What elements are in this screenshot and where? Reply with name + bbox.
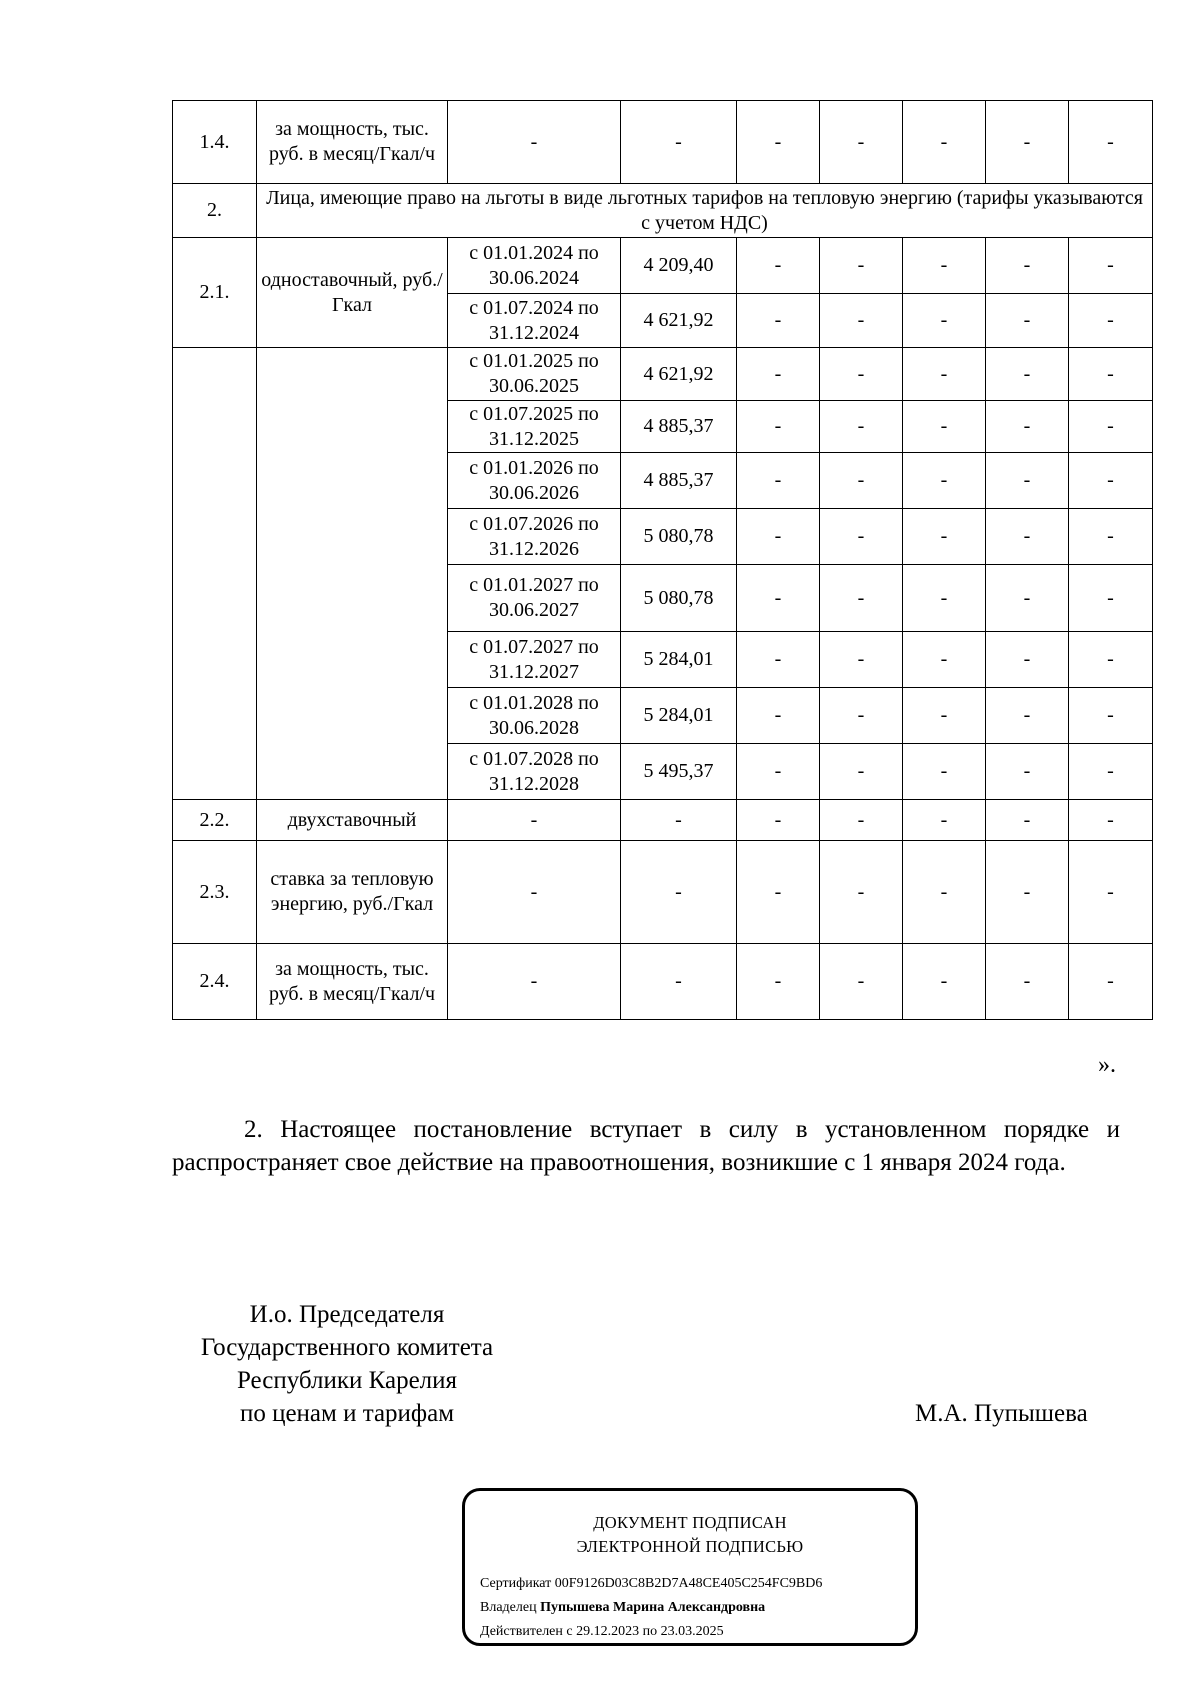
stamp-valid-label: Действителен xyxy=(480,1624,563,1639)
dash-cell: - xyxy=(621,944,737,1020)
dash-cell: - xyxy=(820,238,903,294)
dash-cell: - xyxy=(1069,101,1153,184)
closing-quote: ». xyxy=(1098,1052,1116,1078)
row-label: одноставочный, руб./Гкал xyxy=(257,238,448,348)
stamp-valid-from: 29.12.2023 xyxy=(576,1624,640,1639)
empty-cell xyxy=(257,348,448,800)
dash-cell: - xyxy=(448,944,621,1020)
dash-cell: - xyxy=(737,565,820,632)
row-number: 1.4. xyxy=(173,101,257,184)
row-label: ставка за тепловую энергию, руб./Гкал xyxy=(257,841,448,944)
stamp-heading xyxy=(465,1511,915,1559)
row-number: 2. xyxy=(173,184,257,238)
dash-cell: - xyxy=(1069,453,1153,509)
stamp-owner-label: Владелец xyxy=(480,1600,537,1615)
tariff-value-cell: 4 621,92 xyxy=(621,294,737,348)
table-row xyxy=(173,101,1153,184)
tariff-value-cell: 5 284,01 xyxy=(621,632,737,688)
dash-cell: - xyxy=(820,632,903,688)
dash-cell: - xyxy=(903,294,986,348)
table-row xyxy=(173,841,1153,944)
row-label: за мощность, тыс. руб. в месяц/Гкал/ч xyxy=(257,944,448,1020)
stamp-certificate-label: Сертификат xyxy=(480,1576,552,1591)
dash-cell: - xyxy=(986,453,1069,509)
dash-cell: - xyxy=(986,944,1069,1020)
signatory-title-line: по ценам и тарифам xyxy=(239,1400,455,1427)
table-row xyxy=(173,348,1153,401)
stamp-owner-value: Пупышева Марина Александровна xyxy=(540,1600,766,1615)
dash-cell: - xyxy=(737,101,820,184)
dash-cell: - xyxy=(903,238,986,294)
dash-cell: - xyxy=(903,348,986,401)
row-number: 2.2. xyxy=(173,800,257,841)
dash-cell: - xyxy=(1069,688,1153,744)
dash-cell: - xyxy=(737,632,820,688)
dash-cell: - xyxy=(820,841,903,944)
row-number: 2.1. xyxy=(173,238,257,348)
period-cell: с 01.07.2028 по 31.12.2028 xyxy=(448,744,621,800)
tariff-value-cell: 5 284,01 xyxy=(621,688,737,744)
dash-cell: - xyxy=(986,238,1069,294)
signatory-title-line: Республики Карелия xyxy=(236,1367,458,1394)
dash-cell: - xyxy=(1069,294,1153,348)
period-cell: с 01.01.2026 по 30.06.2026 xyxy=(448,453,621,509)
dash-cell: - xyxy=(1069,509,1153,565)
empty-cell xyxy=(173,348,257,800)
dash-cell: - xyxy=(986,348,1069,401)
resolution-paragraph: 2. Настоящее постановление вступает в силу в установленном порядке и распространяет свое действие на правоотношения, возникшие с 1 января 2024 года. xyxy=(172,1116,1120,1176)
signatory-name: М.А. Пупышева xyxy=(915,1400,1088,1427)
period-cell: с 01.01.2027 по 30.06.2027 xyxy=(448,565,621,632)
table-row xyxy=(173,238,1153,294)
period-cell: с 01.01.2028 по 30.06.2028 xyxy=(448,688,621,744)
dash-cell: - xyxy=(1069,348,1153,401)
dash-cell: - xyxy=(448,800,621,841)
dash-cell: - xyxy=(903,453,986,509)
tariff-value-cell: 4 621,92 xyxy=(621,348,737,401)
signatory-title-line: Государственного комитета xyxy=(200,1334,494,1361)
dash-cell: - xyxy=(820,944,903,1020)
dash-cell: - xyxy=(820,565,903,632)
dash-cell: - xyxy=(903,101,986,184)
dash-cell: - xyxy=(737,294,820,348)
dash-cell: - xyxy=(737,688,820,744)
dash-cell: - xyxy=(621,841,737,944)
dash-cell: - xyxy=(737,348,820,401)
dash-cell: - xyxy=(986,565,1069,632)
row-number: 2.4. xyxy=(173,944,257,1020)
row-label: двухставочный xyxy=(257,800,448,841)
dash-cell: - xyxy=(621,800,737,841)
dash-cell: - xyxy=(737,841,820,944)
dash-cell: - xyxy=(903,401,986,453)
dash-cell: - xyxy=(1069,565,1153,632)
signatory-title-line: И.о. Председателя xyxy=(249,1301,445,1328)
row-label: за мощность, тыс. руб. в месяц/Гкал/ч xyxy=(257,101,448,184)
stamp-heading-line: ДОКУМЕНТ ПОДПИСАН xyxy=(593,1513,787,1532)
dash-cell: - xyxy=(986,744,1069,800)
dash-cell: - xyxy=(820,688,903,744)
dash-cell: - xyxy=(820,800,903,841)
stamp-owner xyxy=(480,1599,765,1617)
dash-cell: - xyxy=(986,294,1069,348)
dash-cell: - xyxy=(903,688,986,744)
dash-cell: - xyxy=(448,841,621,944)
table-row xyxy=(173,800,1153,841)
period-cell: с 01.07.2024 по 31.12.2024 xyxy=(448,294,621,348)
stamp-validity xyxy=(480,1623,724,1641)
dash-cell: - xyxy=(903,944,986,1020)
dash-cell: - xyxy=(903,800,986,841)
dash-cell: - xyxy=(903,565,986,632)
dash-cell: - xyxy=(903,509,986,565)
dash-cell: - xyxy=(1069,238,1153,294)
dash-cell: - xyxy=(737,509,820,565)
period-cell: с 01.07.2025 по 31.12.2025 xyxy=(448,401,621,453)
dash-cell: - xyxy=(820,294,903,348)
table-row xyxy=(173,944,1153,1020)
dash-cell: - xyxy=(737,800,820,841)
dash-cell: - xyxy=(737,744,820,800)
dash-cell: - xyxy=(820,509,903,565)
dash-cell: - xyxy=(820,401,903,453)
dash-cell: - xyxy=(820,101,903,184)
section-heading: Лица, имеющие право на льготы в виде льготных тарифов на тепловую энергию (тарифы указываются с учетом НДС) xyxy=(257,184,1153,238)
tariff-value-cell: 4 885,37 xyxy=(621,453,737,509)
dash-cell: - xyxy=(1069,744,1153,800)
tariff-value-cell: 5 495,37 xyxy=(621,744,737,800)
dash-cell: - xyxy=(986,800,1069,841)
period-cell: с 01.01.2025 по 30.06.2025 xyxy=(448,348,621,401)
dash-cell: - xyxy=(1069,401,1153,453)
dash-cell: - xyxy=(903,632,986,688)
tariff-value-cell: 4 885,37 xyxy=(621,401,737,453)
stamp-valid-to: 23.03.2025 xyxy=(660,1624,724,1639)
dash-cell: - xyxy=(621,101,737,184)
table-row xyxy=(173,184,1153,238)
stamp-heading-line: ЭЛЕКТРОННОЙ ПОДПИСЬЮ xyxy=(576,1537,804,1556)
stamp-certificate xyxy=(480,1575,822,1593)
dash-cell: - xyxy=(737,401,820,453)
dash-cell: - xyxy=(1069,632,1153,688)
dash-cell: - xyxy=(903,744,986,800)
signatory-title xyxy=(172,1298,522,1430)
stamp-valid-to-prefix: по xyxy=(642,1624,658,1639)
tariff-value-cell: 4 209,40 xyxy=(621,238,737,294)
stamp-certificate-value: 00F9126D03C8B2D7A48CE405C254FC9BD6 xyxy=(554,1576,823,1591)
tariff-table xyxy=(172,100,1153,1020)
tariff-value-cell: 5 080,78 xyxy=(621,509,737,565)
dash-cell: - xyxy=(737,453,820,509)
dash-cell: - xyxy=(903,841,986,944)
dash-cell: - xyxy=(448,101,621,184)
dash-cell: - xyxy=(1069,800,1153,841)
dash-cell: - xyxy=(737,238,820,294)
dash-cell: - xyxy=(820,453,903,509)
period-cell: с 01.01.2024 по 30.06.2024 xyxy=(448,238,621,294)
dash-cell: - xyxy=(820,348,903,401)
period-cell: с 01.07.2027 по 31.12.2027 xyxy=(448,632,621,688)
dash-cell: - xyxy=(986,509,1069,565)
dash-cell: - xyxy=(820,744,903,800)
dash-cell: - xyxy=(986,841,1069,944)
dash-cell: - xyxy=(986,401,1069,453)
dash-cell: - xyxy=(986,101,1069,184)
dash-cell: - xyxy=(1069,944,1153,1020)
row-number: 2.3. xyxy=(173,841,257,944)
dash-cell: - xyxy=(986,632,1069,688)
electronic-signature-stamp xyxy=(462,1488,918,1646)
tariff-value-cell: 5 080,78 xyxy=(621,565,737,632)
stamp-valid-from-prefix: с xyxy=(566,1624,573,1639)
period-cell: с 01.07.2026 по 31.12.2026 xyxy=(448,509,621,565)
dash-cell: - xyxy=(986,688,1069,744)
dash-cell: - xyxy=(1069,841,1153,944)
dash-cell: - xyxy=(737,944,820,1020)
